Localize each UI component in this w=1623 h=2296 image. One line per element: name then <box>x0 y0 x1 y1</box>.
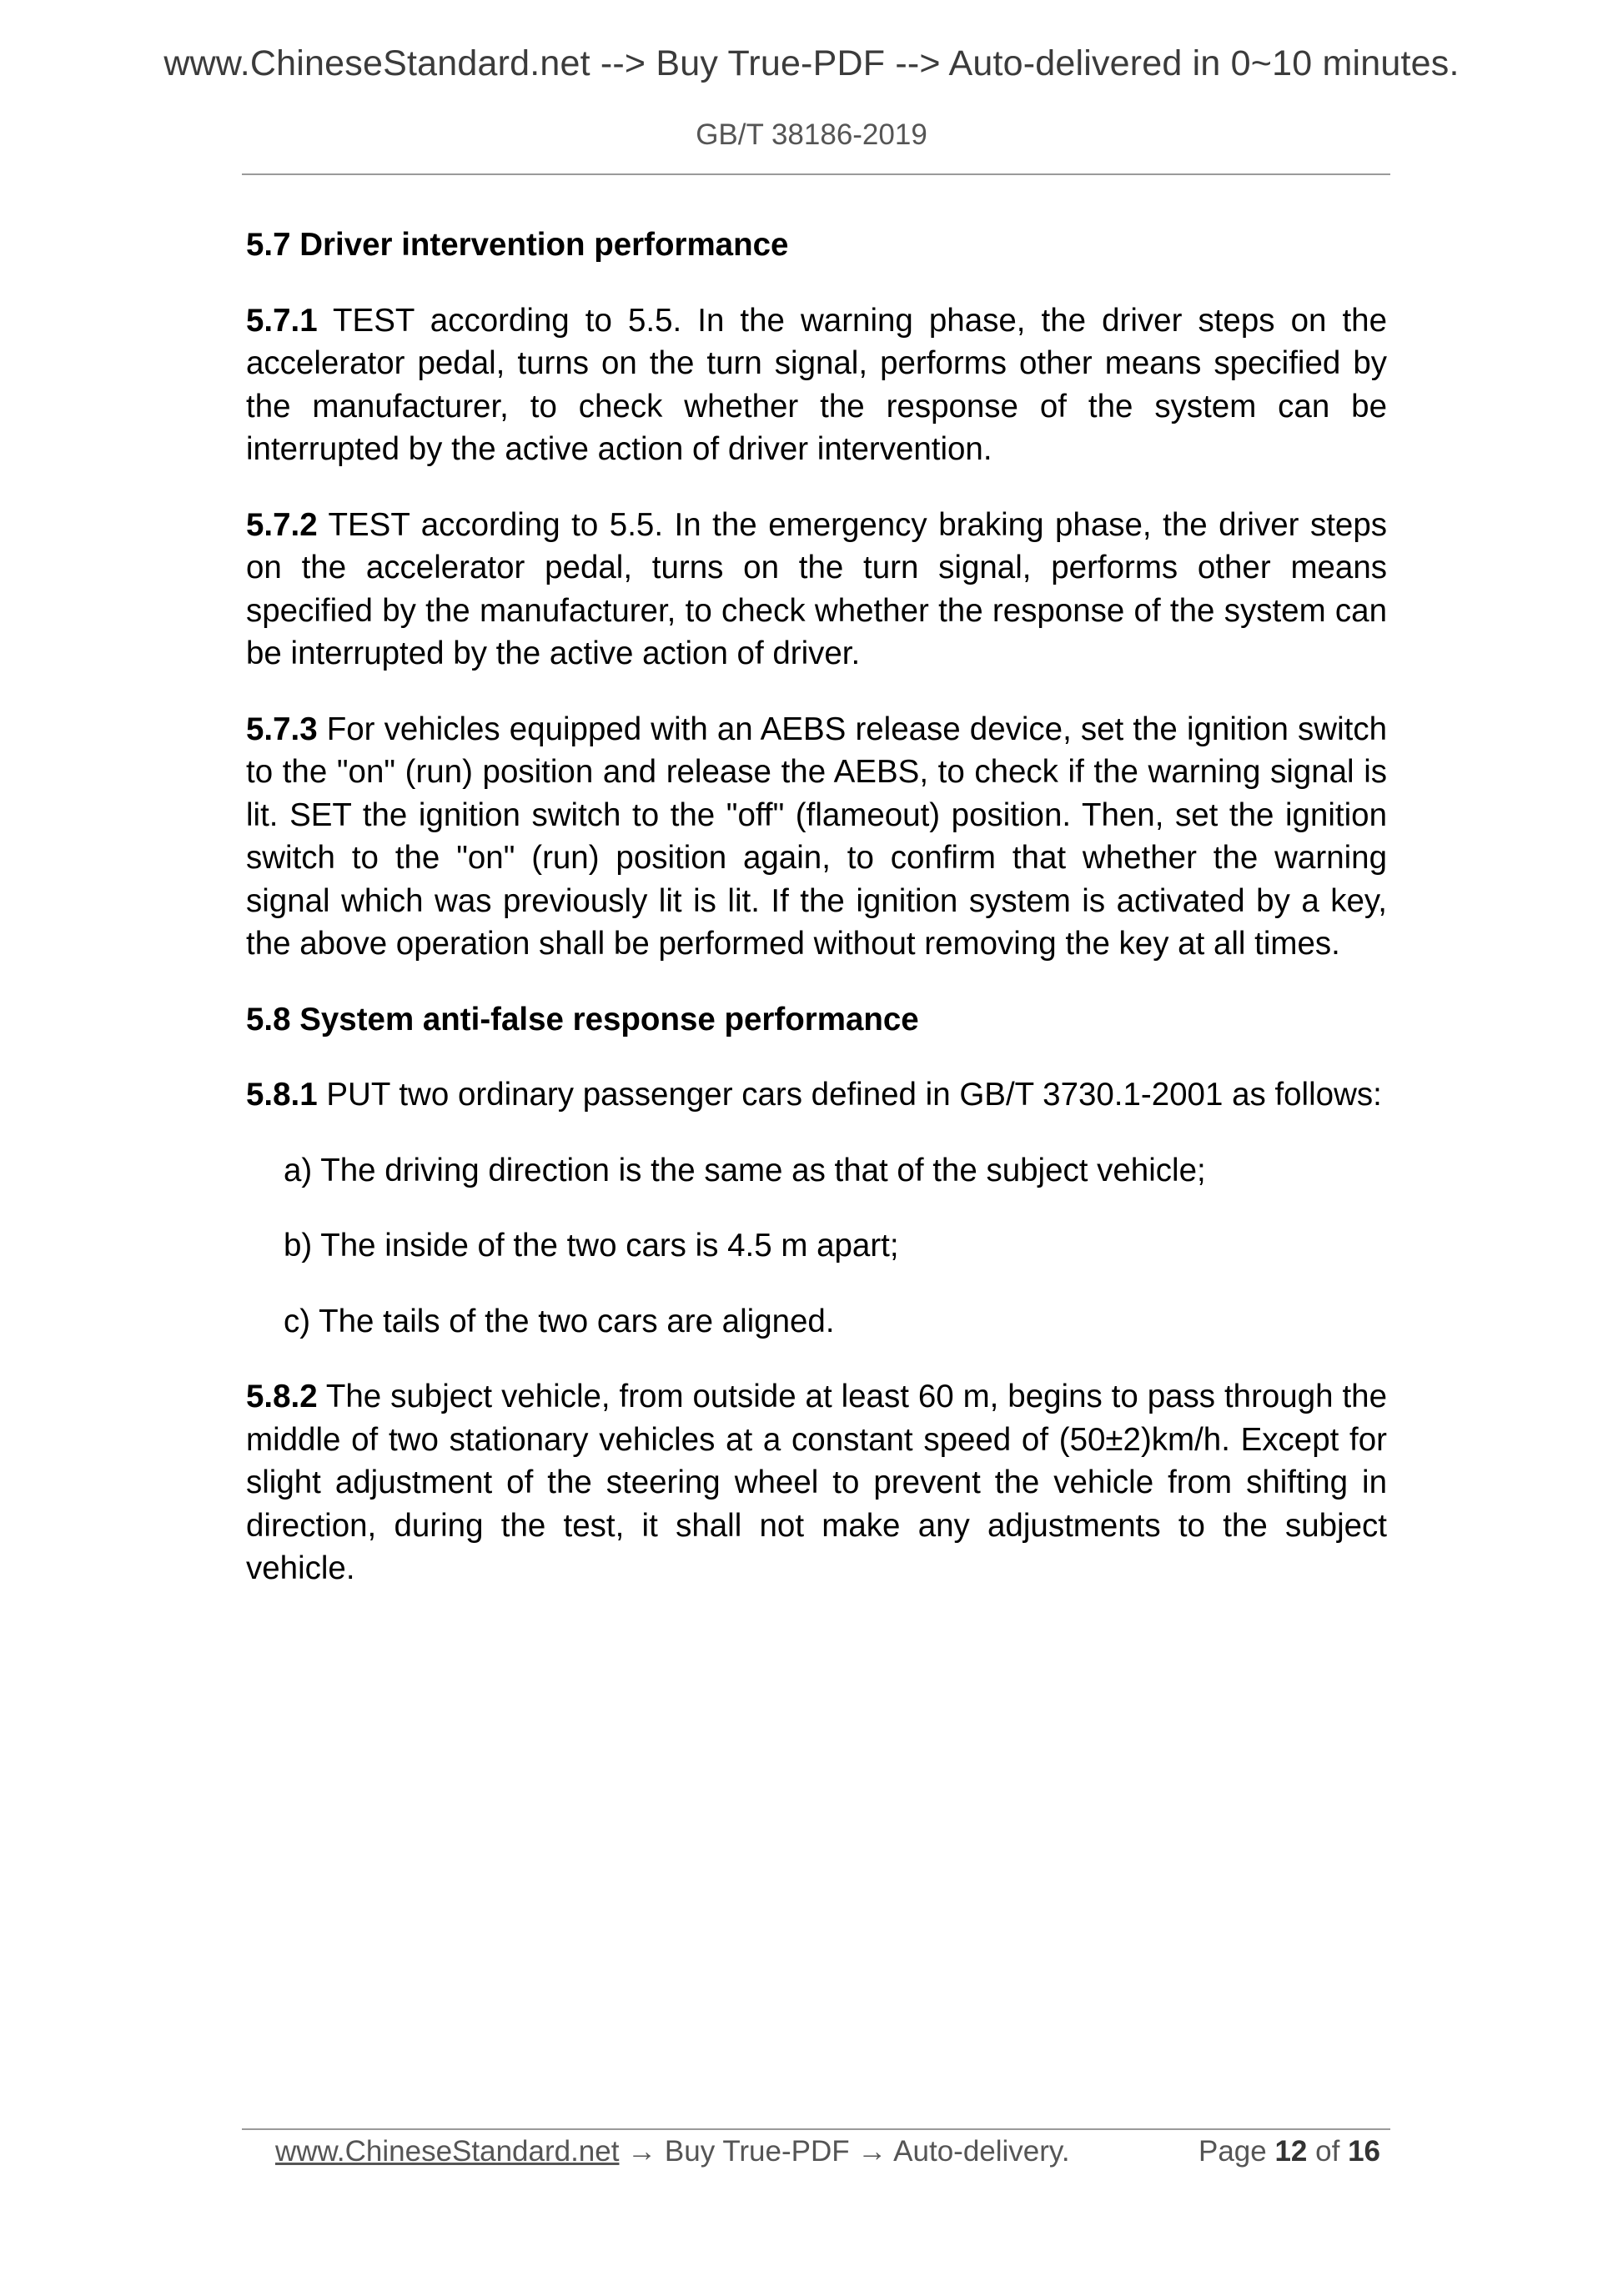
clause-5-7-3 <box>246 708 1387 966</box>
clause-number: 5.8.1 <box>246 1077 318 1113</box>
clause-5-7-2 <box>246 504 1387 676</box>
clause-number: 5.7.2 <box>246 506 318 543</box>
of-label: of <box>1315 2135 1340 2168</box>
section-heading-5-7: 5.7 Driver intervention performance <box>246 227 789 263</box>
clause-text: TEST according to 5.5. In the warning phase, the driver steps on the accelerator pedal, turns on the turn signal, performs other means specified by the manufacturer, to check whether the response of the system can be interrupted by the active action of driver intervention. <box>246 302 1387 467</box>
document-id: GB/T 38186-2019 <box>696 118 927 151</box>
page-footer <box>275 2135 1380 2177</box>
site-banner: www.ChineseStandard.net --> Buy True-PDF --> Auto-delivered in 0~10 minutes. <box>163 43 1460 83</box>
section-heading-5-8: 5.8 System anti-false response performance <box>246 1001 919 1037</box>
clause-5-8-2 <box>246 1375 1387 1590</box>
clause-5-7-1 <box>246 299 1387 471</box>
clause-text: PUT two ordinary passenger cars defined in GB/T 3730.1-2001 as follows: <box>317 1077 1382 1113</box>
footer-site-link[interactable]: www.ChineseStandard.net <box>275 2135 620 2168</box>
clause-text: TEST according to 5.5. In the emergency braking phase, the driver steps on the accelerator pedal, turns on the turn signal, performs other means specified by the manufacturer, to check whether the response of the system can be interrupted by the active action of driver. <box>246 506 1387 671</box>
list-item-c: c) The tails of the two cars are aligned. <box>284 1303 835 1339</box>
clause-number: 5.7.1 <box>246 302 318 339</box>
list-item-a: a) The driving direction is the same as that of the subject vehicle; <box>284 1152 1206 1188</box>
list-item-b: b) The inside of the two cars is 4.5 m apart; <box>284 1228 899 1264</box>
page-current: 12 <box>1274 2135 1308 2168</box>
clause-text: The subject vehicle, from outside at least 60 m, begins to pass through the middle of two stationary vehicles at a constant speed of (50±2)km/h. Except for slight adjustment of the steering wheel to prevent the vehicle from shifting in direction, during the test, it shall not make any adjustments to the subject vehicle. <box>246 1379 1387 1586</box>
page-total: 16 <box>1348 2135 1380 2168</box>
clause-number: 5.8.2 <box>246 1379 318 1414</box>
document-body <box>246 224 1387 1623</box>
footer-promo <box>275 2135 1070 2168</box>
clause-number: 5.7.3 <box>246 711 318 747</box>
page-indicator <box>1198 2135 1380 2168</box>
footer-divider <box>242 2128 1390 2130</box>
footer-promo-text: → Buy True-PDF → Auto-delivery. <box>619 2135 1070 2168</box>
page-label: Page <box>1198 2135 1267 2168</box>
header-divider <box>242 173 1390 175</box>
clause-5-8-1 <box>246 1073 1387 1117</box>
clause-text: For vehicles equipped with an AEBS release device, set the ignition switch to the "on" (run) position and release the AEBS, to check if the warning signal is lit. SET the ignition switch to the "off" (flameout) position. Then, set the ignition switch to the "on" (run) position again, to confirm that whether the warning signal which was previously lit is lit. If the ignition system is activated by a key, the above operation shall be performed without removing the key at all times. <box>246 711 1387 962</box>
